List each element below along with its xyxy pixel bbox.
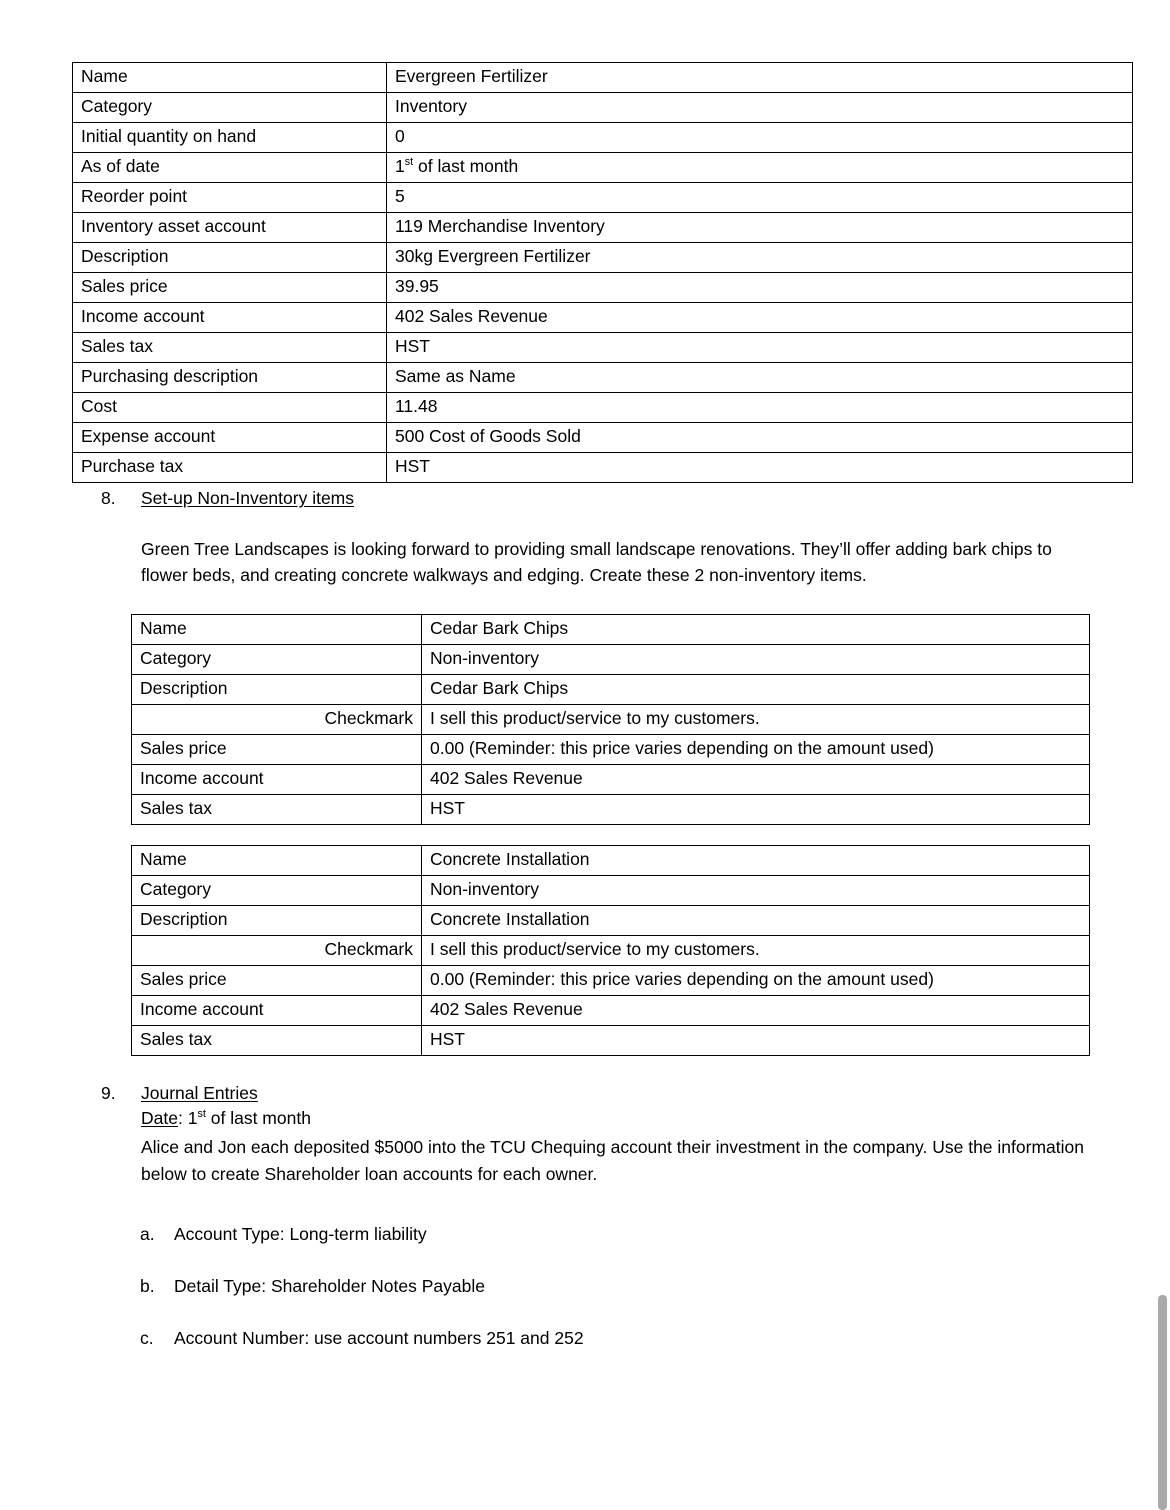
row-value: Cedar Bark Chips — [422, 675, 1090, 705]
subitem-a-marker: a. — [140, 1224, 155, 1244]
table-row — [73, 123, 1133, 153]
section-8-heading: Set-up Non-Inventory items — [141, 488, 355, 508]
row-label: Reorder point — [73, 183, 387, 213]
table-inventory-item — [72, 62, 1133, 483]
row-label: As of date — [73, 153, 387, 183]
subitem-a — [140, 1226, 427, 1244]
table-row-checkmark — [132, 936, 1090, 966]
row-label-checkmark: Checkmark — [132, 936, 422, 966]
row-value: Concrete Installation — [422, 906, 1090, 936]
date-number: 1 — [395, 156, 405, 176]
table-row — [73, 393, 1133, 423]
section-9-dateline — [141, 1107, 1101, 1128]
table-inventory-item-body — [73, 63, 1133, 483]
table-row — [132, 795, 1090, 825]
row-label-checkmark: Checkmark — [132, 705, 422, 735]
row-value: Concrete Installation — [422, 846, 1090, 876]
subitem-b-marker: b. — [140, 1276, 155, 1296]
section-9 — [101, 1085, 1101, 1187]
table-row — [132, 675, 1090, 705]
subitem-b — [140, 1278, 485, 1296]
row-label: Name — [73, 63, 387, 93]
row-value: HST — [387, 333, 1133, 363]
row-label: Name — [132, 615, 422, 645]
row-label: Description — [132, 675, 422, 705]
row-label: Description — [132, 906, 422, 936]
row-value: 119 Merchandise Inventory — [387, 213, 1133, 243]
table-row — [73, 273, 1133, 303]
row-value: I sell this product/service to my customers. — [422, 936, 1090, 966]
table-row — [132, 615, 1090, 645]
table-row — [73, 183, 1133, 213]
table-concrete-installation — [131, 845, 1090, 1056]
scrollbar-track[interactable] — [1154, 0, 1170, 1510]
table-row — [73, 453, 1133, 483]
table-row — [73, 63, 1133, 93]
row-label: Description — [73, 243, 387, 273]
subitem-c — [140, 1330, 584, 1348]
row-value: 0.00 (Reminder: this price varies depending on the amount used) — [422, 966, 1090, 996]
section-8 — [101, 490, 1091, 589]
row-label: Sales tax — [132, 1026, 422, 1056]
row-label: Name — [132, 846, 422, 876]
subitem-c-text: Account Number: use account numbers 251 and 252 — [174, 1328, 584, 1348]
row-value: Same as Name — [387, 363, 1133, 393]
table-row — [73, 333, 1133, 363]
row-label: Sales price — [132, 966, 422, 996]
table-row — [73, 423, 1133, 453]
ordinal-suffix: st — [197, 1107, 206, 1120]
row-label: Income account — [73, 303, 387, 333]
table-row — [73, 153, 1133, 183]
row-value: I sell this product/service to my customers. — [422, 705, 1090, 735]
table-cedar-bark-chips — [131, 614, 1090, 825]
row-value: HST — [422, 795, 1090, 825]
table-row — [73, 93, 1133, 123]
subitem-a-text: Account Type: Long-term liability — [174, 1224, 427, 1244]
row-value: 402 Sales Revenue — [422, 765, 1090, 795]
table-row — [73, 303, 1133, 333]
row-label: Initial quantity on hand — [73, 123, 387, 153]
section-8-paragraph: Green Tree Landscapes is looking forward to providing small landscape renovations. They’ll offer adding bark chips to flower beds, and creating concrete walkways and edging. Create these 2 non-inventory items. — [141, 538, 1052, 586]
row-value: HST — [387, 453, 1133, 483]
table-row — [132, 846, 1090, 876]
section-8-marker: 8. — [101, 488, 116, 508]
row-label: Category — [132, 876, 422, 906]
table-row — [132, 735, 1090, 765]
subitem-c-marker: c. — [140, 1328, 154, 1348]
row-label: Sales price — [73, 273, 387, 303]
row-label: Income account — [132, 765, 422, 795]
row-value: 0.00 (Reminder: this price varies depending on the amount used) — [422, 735, 1090, 765]
row-label: Purchase tax — [73, 453, 387, 483]
row-label: Purchasing description — [73, 363, 387, 393]
row-label: Sales tax — [73, 333, 387, 363]
row-value-as-of-date — [387, 153, 1133, 183]
row-value: 402 Sales Revenue — [387, 303, 1133, 333]
row-value: Evergreen Fertilizer — [387, 63, 1133, 93]
table-row — [132, 906, 1090, 936]
row-label: Sales price — [132, 735, 422, 765]
ordinal-suffix: st — [404, 156, 414, 169]
date-label: Date — [141, 1107, 178, 1128]
row-label: Income account — [132, 996, 422, 1026]
row-value: 30kg Evergreen Fertilizer — [387, 243, 1133, 273]
date-text: of last month — [205, 1107, 311, 1128]
row-value: Inventory — [387, 93, 1133, 123]
table-row — [132, 765, 1090, 795]
table-row — [132, 1026, 1090, 1056]
row-value: 39.95 — [387, 273, 1133, 303]
row-value: HST — [422, 1026, 1090, 1056]
row-label: Expense account — [73, 423, 387, 453]
table-row — [73, 363, 1133, 393]
row-value: 0 — [387, 123, 1133, 153]
row-value: 5 — [387, 183, 1133, 213]
section-9-heading: Journal Entries — [141, 1083, 258, 1103]
row-label: Category — [132, 645, 422, 675]
subitem-b-text: Detail Type: Shareholder Notes Payable — [174, 1276, 485, 1296]
date-text: of last month — [413, 156, 519, 176]
row-label: Category — [73, 93, 387, 123]
row-value: 11.48 — [387, 393, 1133, 423]
date-number: 1 — [187, 1107, 198, 1128]
row-value: Non-inventory — [422, 645, 1090, 675]
table-row — [73, 243, 1133, 273]
date-separator: : — [177, 1107, 188, 1128]
scrollbar-thumb[interactable] — [1158, 1295, 1167, 1510]
row-value: 500 Cost of Goods Sold — [387, 423, 1133, 453]
table-row — [132, 645, 1090, 675]
table-row-checkmark — [132, 705, 1090, 735]
row-value: Cedar Bark Chips — [422, 615, 1090, 645]
table-row — [132, 996, 1090, 1026]
table-row — [132, 876, 1090, 906]
table-concrete-installation-body — [132, 846, 1090, 1056]
row-label: Sales tax — [132, 795, 422, 825]
section-9-paragraph: Alice and Jon each deposited $5000 into the TCU Chequing account their investment in the company. Use the information below to create Shareholder loan accounts for each owner. — [141, 1137, 1084, 1184]
section-9-marker: 9. — [101, 1083, 116, 1103]
table-row — [132, 966, 1090, 996]
row-value: Non-inventory — [422, 876, 1090, 906]
row-label: Inventory asset account — [73, 213, 387, 243]
table-row — [73, 213, 1133, 243]
row-value: 402 Sales Revenue — [422, 996, 1090, 1026]
row-label: Cost — [73, 393, 387, 423]
table-cedar-bark-chips-body — [132, 615, 1090, 825]
